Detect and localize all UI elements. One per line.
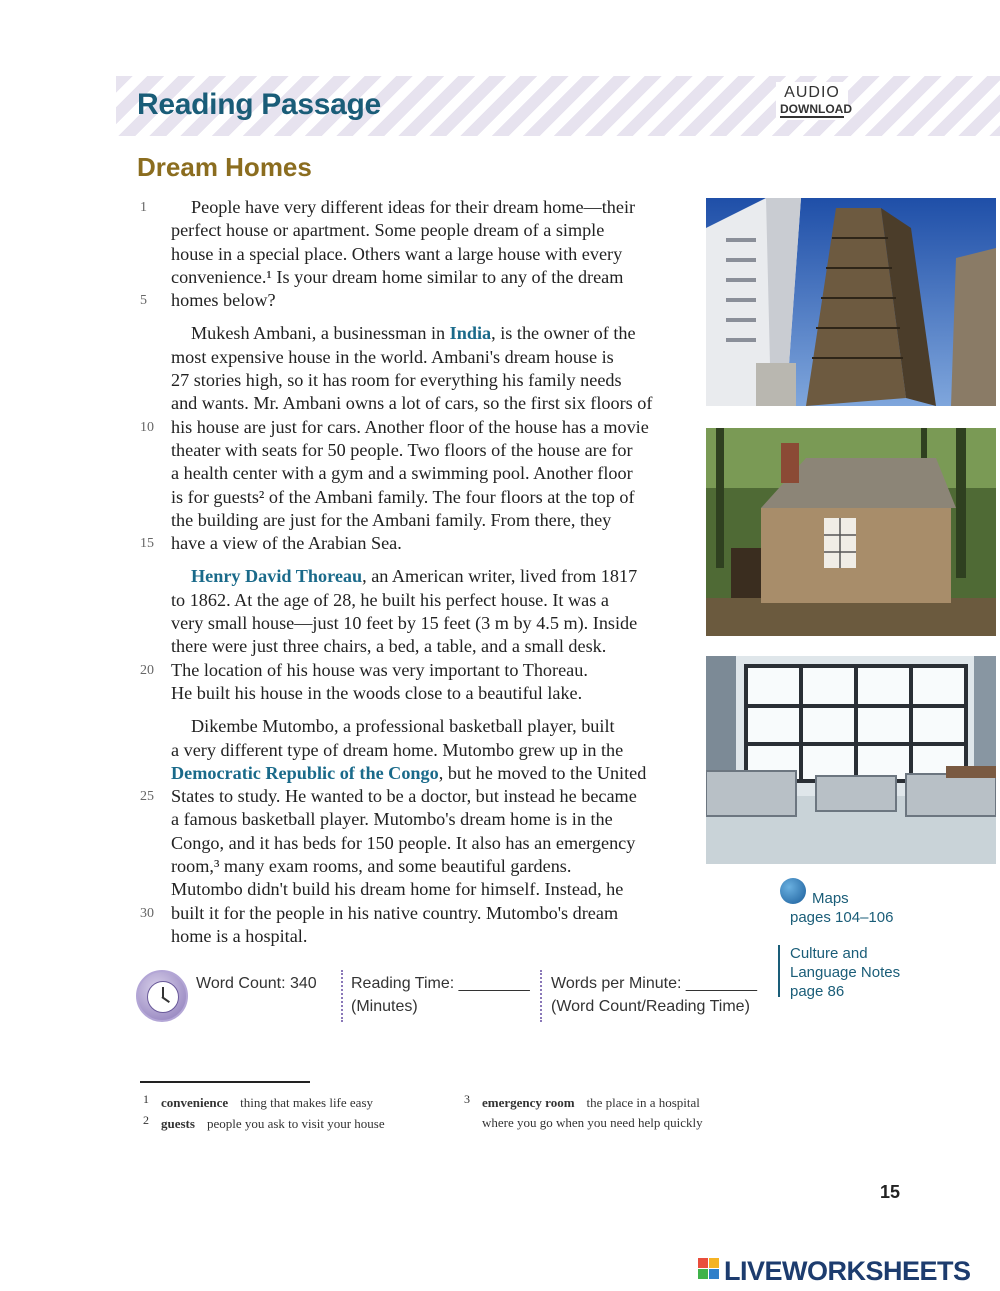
words-per-minute-field[interactable]: Words per Minute: ________ [551,975,758,992]
paragraph [140,322,700,555]
place-link[interactable]: India [449,323,492,344]
passage-line [140,785,700,808]
passage-line [140,635,700,658]
passage-line [140,832,700,855]
line-text: the building are just for the Ambani family. From there, they [171,509,612,530]
passage-line [140,612,700,635]
line-text: to 1862. At the age of 28, he built his perfect house. It was a [171,589,609,610]
line-text: very small house—just 10 feet by 15 feet (3 m by 4.5 m). Inside [171,613,638,634]
line-number: 15 [140,536,154,552]
passage-line [140,346,700,369]
reading-time-field[interactable]: Reading Time: ________ [351,975,530,992]
audio-label: AUDIO [784,84,840,101]
culture-line-1: Culture and [790,945,868,962]
passage-line [140,322,700,345]
passage-line [140,902,700,925]
passage-line [140,486,700,509]
divider [778,945,780,997]
line-text: homes below? [171,290,276,311]
line-number: 30 [140,905,154,921]
passage-line [140,659,700,682]
passage-line [140,219,700,242]
line-text: States to study. He wanted to be a doctor, but instead he became [171,786,637,807]
passage-line [140,589,700,612]
line-text: a health center with a gym and a swimming pool. Another floor [171,463,633,484]
passage-line [140,682,700,705]
passage-line [140,266,700,289]
line-number: 1 [140,200,147,215]
line-text: have a view of the Arabian Sea. [171,533,402,554]
line-text: , but he moved to the United [438,762,647,783]
maps-pages: pages 104–106 [790,909,894,926]
passage-line [140,739,700,762]
passage-line [140,509,700,532]
line-text: his house are just for cars. Another floor of the house has a movie [171,416,649,437]
paragraph [140,715,700,948]
paragraph [140,196,700,312]
line-number: 10 [140,419,154,435]
culture-line-3: page 86 [790,983,845,1000]
line-text: , is the owner of the [491,323,636,344]
line-text: 27 stories high, so it has room for everything his family needs [171,370,622,391]
line-text: home is a hospital. [171,925,308,946]
liveworksheets-logo-icon [698,1258,720,1280]
maps-label: Maps [812,890,849,907]
passage-line [140,855,700,878]
words-per-minute-unit: (Word Count/Reading Time) [551,998,750,1015]
passage-line [140,289,700,312]
liveworksheets-watermark: LIVEWORKSHEETS [724,1256,971,1286]
line-text: built it for the people in his native country. Mutombo's dream [171,902,619,923]
line-text: house in a special place. Others want a large house with every [171,243,623,264]
line-text: and wants. Mr. Ambani owns a lot of cars, so the first six floors of [171,393,653,414]
line-text: most expensive house in the world. Ambani's dream house is [171,346,614,367]
passage-line [140,808,700,831]
line-text: Mutombo didn't build his dream home for himself. Instead, he [171,879,624,900]
cabin-photo [706,428,996,636]
footnote-1: 1 convenience thing that makes life easy [143,1092,374,1110]
passage-line [140,715,700,738]
line-text: He built his house in the woods close to a beautiful lake. [171,682,583,703]
passage-title: Dream Homes [137,152,312,182]
passage-line [140,462,700,485]
place-link[interactable]: Henry David Thoreau [191,566,363,587]
paragraph [140,565,700,705]
tower-photo [706,198,996,406]
passage-line [140,762,700,785]
culture-line-2: Language Notes [790,964,901,981]
audio-download-button[interactable] [776,82,852,120]
place-link[interactable]: Democratic Republic of the Congo [171,762,439,783]
line-number: 20 [140,662,154,678]
passage-line [140,532,700,555]
footnote-3: 3 emergency room the place in a hospital where you go when you need help quickly [464,1092,703,1130]
word-count: Word Count: 340 [196,975,317,992]
footnote-rule [140,1081,310,1083]
passage-line [140,243,700,266]
passage-line [140,439,700,462]
line-text: is for guests² of the Ambani family. The four floors at the top of [171,486,635,507]
maps-link[interactable] [790,889,893,927]
page-number: 15 [880,1182,901,1202]
line-text: there were just three chairs, a bed, a table, and a small desk. [171,636,607,657]
hospital-photo [706,656,996,864]
line-text: convenience.¹ Is your dream home similar to any of the dream [171,266,624,287]
passage-line [140,369,700,392]
download-label: DOWNLOAD [780,102,852,116]
line-text: a famous basketball player. Mutombo's dream home is in the [171,809,613,830]
line-text: , an American writer, lived from 1817 [362,566,638,587]
passage-line [140,416,700,439]
line-text: theater with seats for 50 people. Two floors of the house are for [171,439,633,460]
line-text: People have very different ideas for their dream home—their [191,197,636,217]
line-text: room,³ many exam rooms, and some beautiful gardens. [171,856,572,877]
line-text: perfect house or apartment. Some people dream of a simple [171,220,605,241]
passage-line [140,925,700,948]
line-number: 5 [140,293,147,309]
line-text: Mukesh Ambani, a businessman in [191,323,450,344]
line-text: Dikembe Mutombo, a professional basketball player, built [191,716,615,737]
passage-line [140,196,700,219]
passage-line [140,878,700,901]
line-text: Congo, and it has beds for 150 people. It also has an emergency [171,832,636,853]
divider [540,970,542,1022]
reading-time-unit: (Minutes) [351,998,418,1015]
line-text: a very different type of dream home. Mutombo grew up in the [171,739,624,760]
page-title: Reading Passage [137,88,381,121]
line-text: The location of his house was very important to Thoreau. [171,659,588,680]
passage-line [140,565,700,588]
divider [341,970,343,1022]
culture-notes-link[interactable] [790,944,900,1001]
passage-line [140,392,700,415]
reading-passage [140,196,700,958]
footnote-2: 2 guests people you ask to visit your house [143,1113,385,1131]
line-number: 25 [140,789,154,805]
clock-icon [136,970,188,1022]
